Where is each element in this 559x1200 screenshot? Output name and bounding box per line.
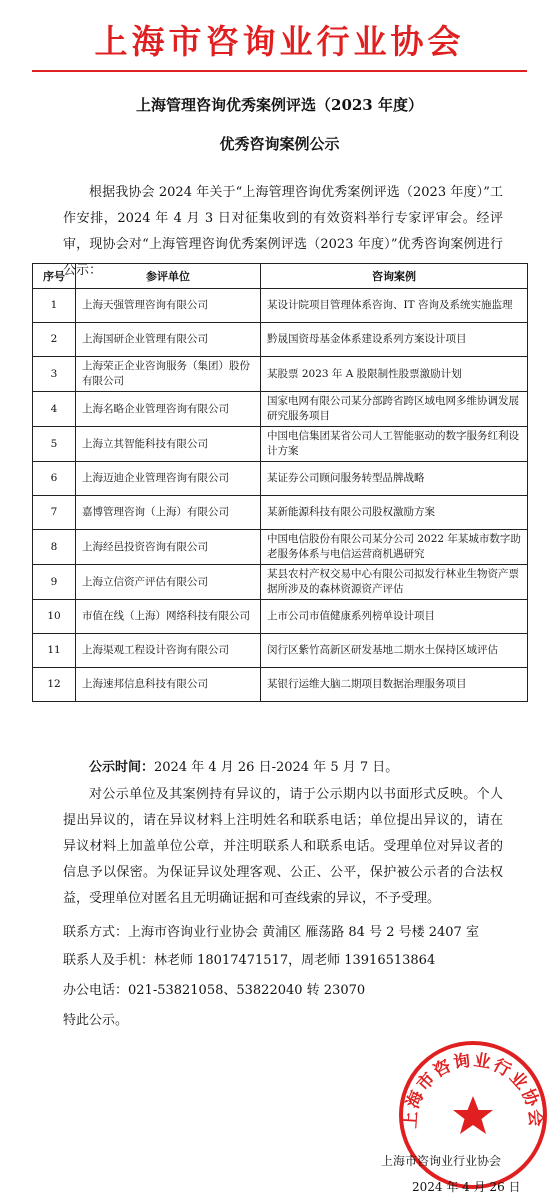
row-unit: 上海立信资产评估有限公司 bbox=[76, 565, 261, 600]
table-row bbox=[33, 668, 528, 702]
row-unit: 上海渠观工程设计咨询有限公司 bbox=[76, 634, 261, 668]
publicity-period bbox=[63, 755, 503, 781]
table-row bbox=[33, 530, 528, 565]
table-row bbox=[33, 600, 528, 634]
row-case: 某银行运维大脑二期项目数据治理服务项目 bbox=[261, 668, 528, 702]
row-no: 11 bbox=[33, 634, 76, 668]
header-no: 序号 bbox=[33, 264, 76, 289]
document-subtitle: 优秀咨询案例公示 bbox=[219, 135, 340, 153]
seal-text: 上海市咨询业行业协会 bbox=[400, 1050, 546, 1130]
row-case: 某县农村产权交易中心有限公司拟发行林业生物资产票据所涉及的森林资源资产评估 bbox=[261, 565, 528, 600]
row-no: 1 bbox=[33, 289, 76, 323]
row-case: 上市公司市值健康系列榜单设计项目 bbox=[261, 600, 528, 634]
table-row bbox=[33, 357, 528, 392]
header-case: 咨询案例 bbox=[261, 264, 528, 289]
table-row bbox=[33, 634, 528, 668]
contact-address: 联系方式：上海市咨询业行业协会 黄浦区 雁荡路 84 号 2 号楼 2407 室 bbox=[63, 925, 479, 940]
letterhead-title: 上海市咨询业行业协会 bbox=[94, 22, 465, 61]
table-row bbox=[33, 427, 528, 462]
row-unit: 嘉博管理咨询（上海）有限公司 bbox=[76, 496, 261, 530]
table-row bbox=[33, 496, 528, 530]
table-row bbox=[33, 323, 528, 357]
row-unit: 上海国研企业管理有限公司 bbox=[76, 323, 261, 357]
row-unit: 上海荣正企业咨询服务（集团）股份有限公司 bbox=[76, 357, 261, 392]
row-case: 国家电网有限公司某分部跨省跨区域电网多维协调发展研究服务项目 bbox=[261, 392, 528, 427]
row-unit: 上海名略企业管理咨询有限公司 bbox=[76, 392, 261, 427]
row-case: 某新能源科技有限公司股权激励方案 bbox=[261, 496, 528, 530]
row-no: 2 bbox=[33, 323, 76, 357]
contact-persons: 联系人及手机：林老师 18017471517，周老师 13916513864 bbox=[63, 953, 436, 968]
document-title: 上海管理咨询优秀案例评选（2023 年度） bbox=[136, 96, 423, 114]
table-row bbox=[33, 392, 528, 427]
table-header-row bbox=[33, 264, 528, 289]
row-unit: 市值在线（上海）网络科技有限公司 bbox=[76, 600, 261, 634]
row-no: 4 bbox=[33, 392, 76, 427]
row-unit: 上海天强管理咨询有限公司 bbox=[76, 289, 261, 323]
row-case: 中国电信股份有限公司某分公司 2022 年某城市数字助老服务体系与电信运营商机遇研究 bbox=[261, 530, 528, 565]
row-unit: 上海速邦信息科技有限公司 bbox=[76, 668, 261, 702]
row-no: 9 bbox=[33, 565, 76, 600]
table-row bbox=[33, 565, 528, 600]
intro-paragraph: 根据我协会 2024 年关于“上海管理咨询优秀案例评选（2023 年度）”工作安排，2024 年 4 月 3 日对征集收到的有效资料举行专家评审会。经评审，现协会对“上海管理咨询优秀案例评选（2023 年度）”优秀咨询案例进行公示： bbox=[63, 185, 503, 278]
row-case: 某设计院项目管理体系咨询、IT 咨询及系统实施监理 bbox=[261, 289, 528, 323]
signature-organization: 上海市咨询业行业协会 bbox=[381, 1154, 502, 1168]
contact-office-phone: 办公电话：021-53821058、53822040 转 23070 bbox=[63, 983, 366, 998]
row-unit: 上海立其智能科技有限公司 bbox=[76, 427, 261, 462]
row-no: 8 bbox=[33, 530, 76, 565]
publicity-label: 公示时间： bbox=[89, 760, 155, 775]
row-unit: 上海迈迪企业管理咨询有限公司 bbox=[76, 462, 261, 496]
header-unit: 参评单位 bbox=[76, 264, 261, 289]
row-no: 3 bbox=[33, 357, 76, 392]
row-no: 5 bbox=[33, 427, 76, 462]
cases-table bbox=[32, 263, 528, 702]
seal-star-icon bbox=[453, 1096, 493, 1134]
row-unit: 上海经邑投资咨询有限公司 bbox=[76, 530, 261, 565]
objection-paragraph: 对公示单位及其案例持有异议的，请于公示期内以书面形式反映。个人提出异议的，请在异议材料上注明姓名和联系电话；单位提出异议的，请在异议材料上加盖单位公章，并注明联系人和联系电话。受理单位对异议者的信息予以保密。为保证异议处理客观、公正、公平，保护被公示者的合法权益，受理单位对匿名且无明确证据和可查线索的异议，不予受理。 bbox=[63, 787, 503, 906]
publicity-value: 2024 年 4 月 26 日-2024 年 5 月 7 日。 bbox=[154, 760, 399, 775]
table-row bbox=[33, 289, 528, 323]
row-case: 闵行区紫竹高新区研发基地二期水土保持区域评估 bbox=[261, 634, 528, 668]
row-case: 某股票 2023 年 A 股限制性股票激励计划 bbox=[261, 357, 528, 392]
row-no: 10 bbox=[33, 600, 76, 634]
row-no: 7 bbox=[33, 496, 76, 530]
row-no: 12 bbox=[33, 668, 76, 702]
letterhead-divider bbox=[32, 70, 527, 72]
closing-remark: 特此公示。 bbox=[63, 1013, 129, 1028]
row-case: 中国电信集团某省公司人工智能驱动的数字服务红利设计方案 bbox=[261, 427, 528, 462]
row-no: 6 bbox=[33, 462, 76, 496]
row-case: 某证券公司顾问服务转型品牌战略 bbox=[261, 462, 528, 496]
table-row bbox=[33, 462, 528, 496]
row-case: 黔晟国资母基金体系建设系列方案设计项目 bbox=[261, 323, 528, 357]
signature-date: 2024 年 4 月 26 日 bbox=[412, 1180, 521, 1194]
